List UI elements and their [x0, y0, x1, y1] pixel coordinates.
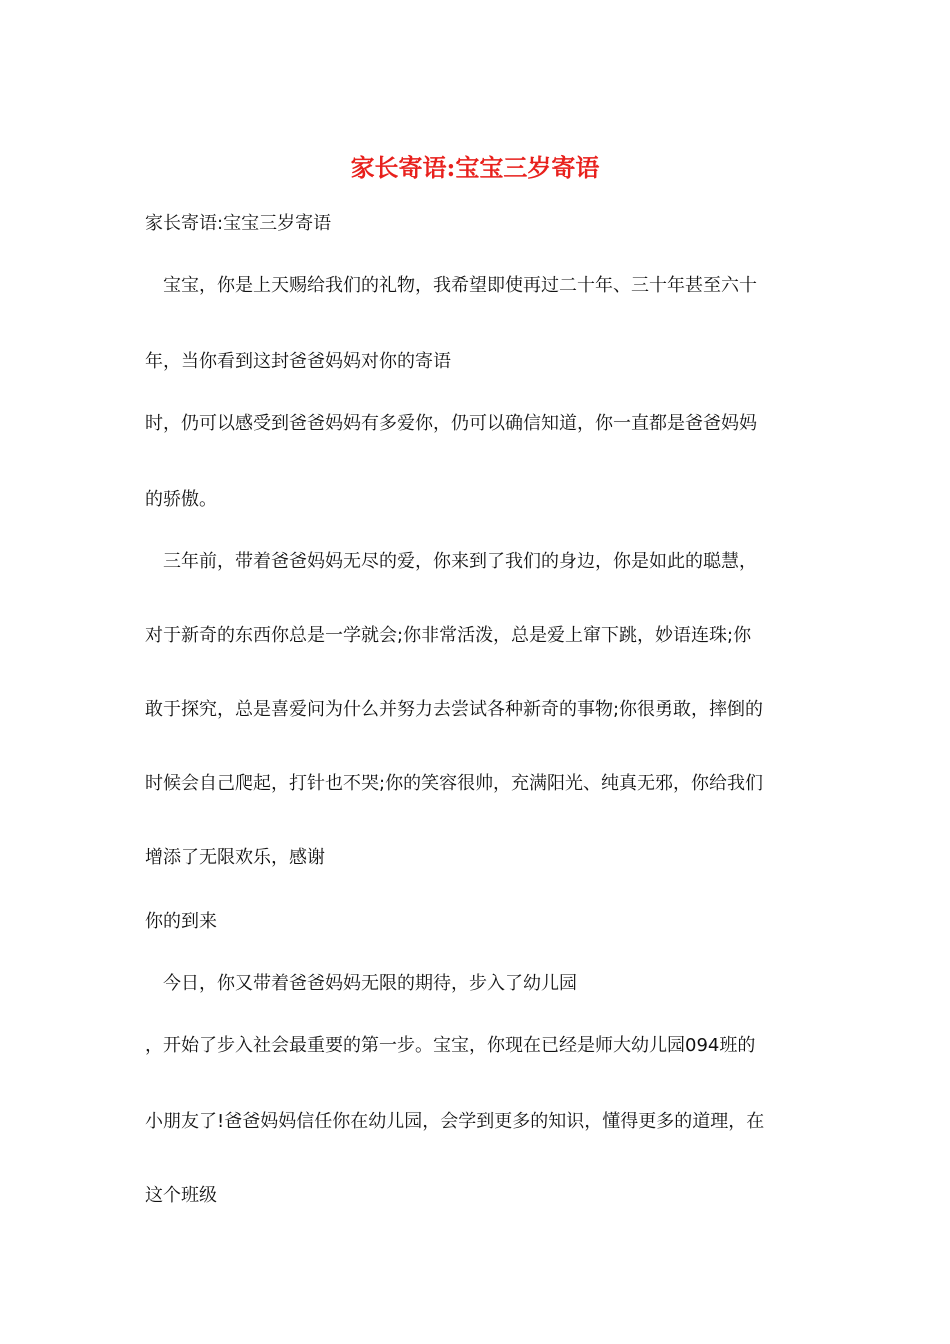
paragraph-line: 小朋友了!爸爸妈妈信任你在幼儿园，会学到更多的知识，懂得更多的道理，在 — [145, 1111, 765, 1132]
paragraph-line: 三年前，带着爸爸妈妈无尽的爱，你来到了我们的身边，你是如此的聪慧， — [145, 551, 757, 572]
paragraph-line: 这个班级 — [145, 1185, 217, 1206]
paragraph-line: 时候会自己爬起，打针也不哭;你的笑容很帅，充满阳光、纯真无邪，你给我们 — [145, 773, 764, 794]
paragraph-line: 宝宝，你是上天赐给我们的礼物，我希望即使再过二十年、三十年甚至六十 — [145, 275, 757, 296]
paragraph-line: 时，仍可以感受到爸爸妈妈有多爱你，仍可以确信知道，你一直都是爸爸妈妈 — [145, 413, 757, 434]
paragraph-line: 的骄傲。 — [145, 489, 217, 510]
paragraph-line: 今日，你又带着爸爸妈妈无限的期待，步入了幼儿园 — [145, 973, 577, 994]
paragraph-line: 敢于探究，总是喜爱问为什么并努力去尝试各种新奇的事物;你很勇敢，摔倒的 — [145, 699, 764, 720]
paragraph-line: 增添了无限欢乐，感谢 — [145, 847, 325, 868]
paragraph-line: 你的到来 — [145, 911, 217, 932]
paragraph-line: 年，当你看到这封爸爸妈妈对你的寄语 — [145, 351, 451, 372]
paragraph-line: 对于新奇的东西你总是一学就会;你非常活泼，总是爱上窜下跳，妙语连珠;你 — [145, 625, 752, 646]
document-title: 家长寄语:宝宝三岁寄语 — [350, 153, 600, 182]
paragraph-line: ，开始了步入社会最重要的第一步。宝宝，你现在已经是师大幼儿园094班的 — [145, 1035, 756, 1056]
subtitle-line: 家长寄语:宝宝三岁寄语 — [145, 213, 332, 234]
